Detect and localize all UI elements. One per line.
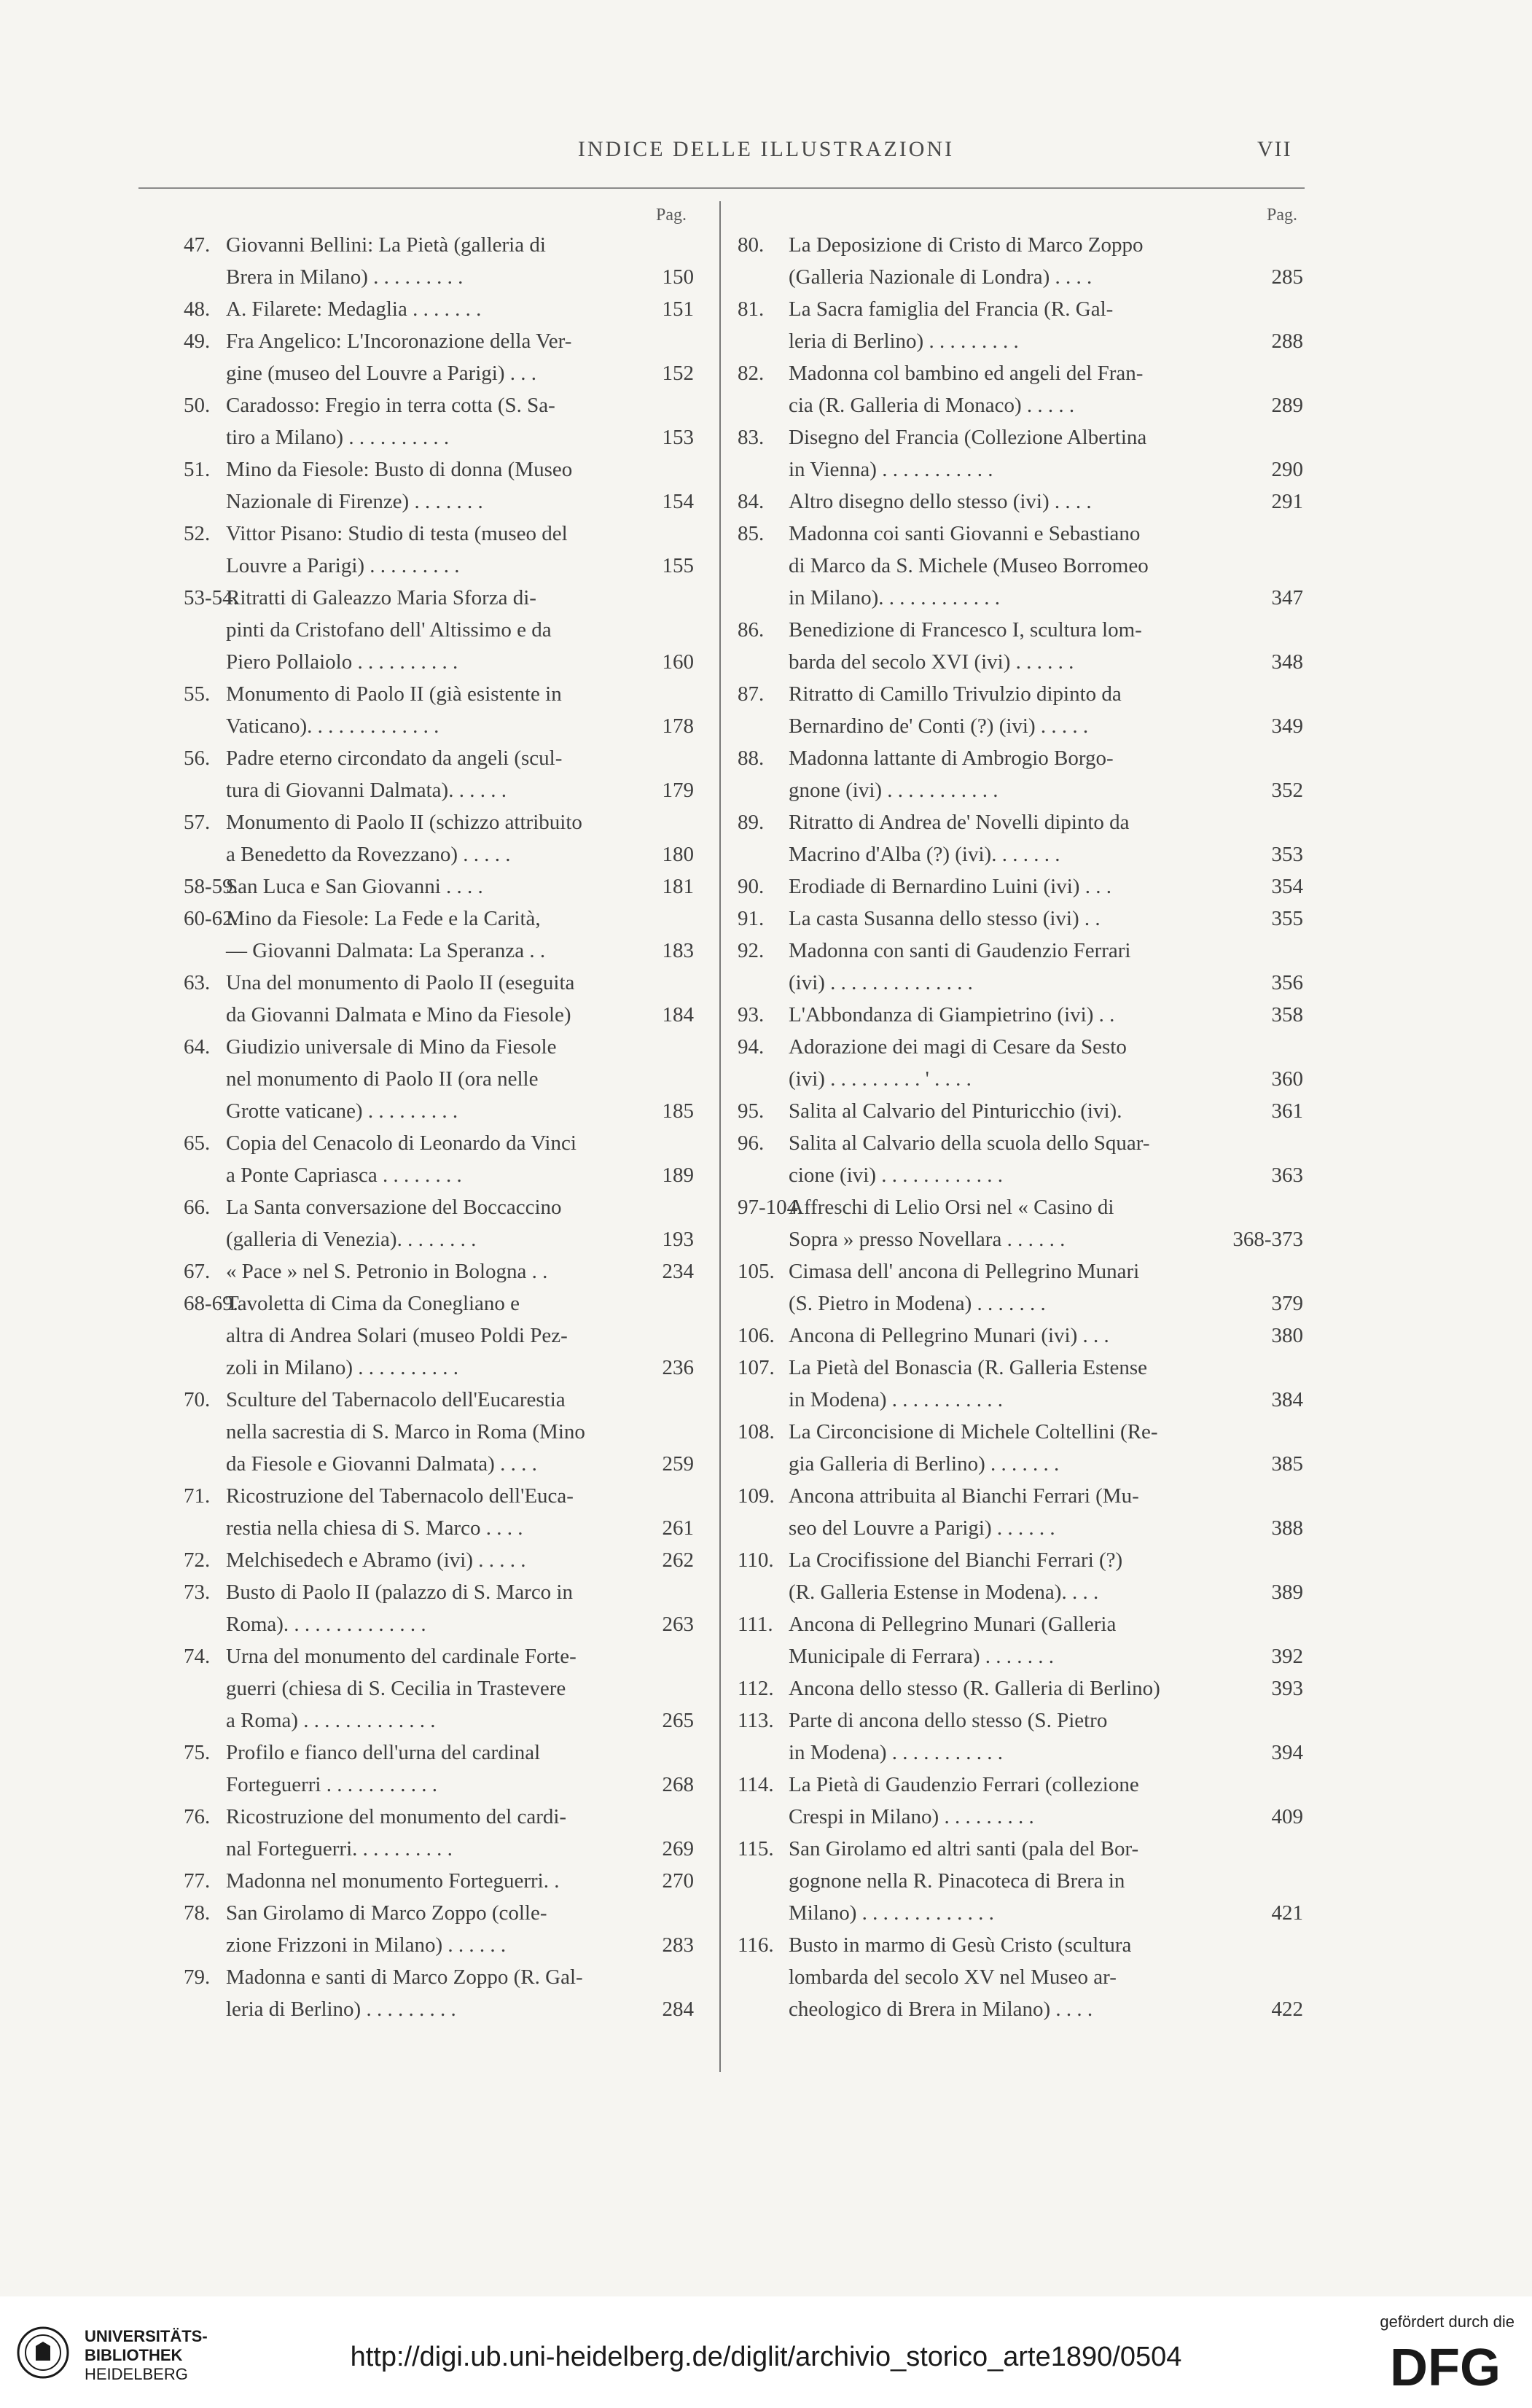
entry-description: Tavoletta di Cima da Conegliano e altra di Andrea Solari (museo Poldi Pez- zoli in Milano) . . . . . . . . . .	[226, 1292, 568, 1379]
index-entry	[738, 1416, 1303, 1480]
entry-number: 52.	[184, 522, 211, 545]
index-entry	[184, 1801, 694, 1865]
entry-description: Ricostruzione del Tabernacolo dell'Euca- restia nella chiesa di S. Marco . . . .	[226, 1484, 574, 1540]
entry-number: 53-54.	[184, 586, 238, 609]
entry-page: 389	[1271, 1581, 1303, 1604]
index-entry	[184, 1287, 694, 1384]
entry-page: 152	[662, 362, 694, 385]
entry-page: 289	[1271, 394, 1303, 417]
entry-page: 236	[662, 1356, 694, 1379]
entry-description: La Sacra famiglia del Francia (R. Gal- leria di Berlino) . . . . . . . . .	[789, 297, 1114, 353]
dfg-logo-text: DFG	[1390, 2340, 1501, 2391]
entry-number: 77.	[184, 1869, 211, 1893]
entry-number: 65.	[184, 1131, 211, 1155]
entry-description: Ancona attribuita al Bianchi Ferrari (Mu- seo del Louvre a Parigi) . . . . . .	[789, 1484, 1139, 1540]
index-entry	[738, 1704, 1303, 1769]
entry-description: Madonna nel monumento Forteguerri. .	[226, 1869, 560, 1893]
index-entry	[738, 486, 1303, 518]
index-entry	[184, 1031, 694, 1127]
entry-description: L'Abbondanza di Giampietrino (ivi) . .	[789, 1003, 1115, 1026]
left-column	[184, 201, 694, 2025]
index-entry	[738, 614, 1303, 678]
entry-number: 112.	[738, 1677, 774, 1700]
index-entry	[184, 325, 694, 389]
entry-page: 153	[662, 426, 694, 449]
entry-description: Parte di ancona dello stesso (S. Pietro in Modena) . . . . . . . . . . .	[789, 1709, 1108, 1764]
entry-number: 60-62.	[184, 907, 238, 930]
entry-description: Ritratto di Camillo Trivulzio dipinto da Bernardino de' Conti (?) (ivi) . . . . .	[789, 682, 1122, 738]
entry-number: 95.	[738, 1099, 765, 1123]
entry-number: 68-69.	[184, 1292, 238, 1315]
entry-page: 393	[1271, 1677, 1303, 1700]
index-entry	[738, 935, 1303, 999]
library-line-3: HEIDELBERG	[85, 2365, 188, 2383]
entry-page: 180	[662, 843, 694, 866]
entry-number: 90.	[738, 875, 765, 898]
running-title: INDICE DELLE ILLUSTRAZIONI	[577, 137, 955, 161]
entry-page: 269	[662, 1837, 694, 1860]
entry-description: Urna del monumento del cardinale Forte- guerri (chiesa di S. Cecilia in Trastevere a Roma) . . . . . . . . . . . . .	[226, 1645, 577, 1732]
entry-page: 384	[1271, 1388, 1303, 1411]
entry-description: Ricostruzione del monumento del cardi- nal Forteguerri. . . . . . . . . .	[226, 1805, 567, 1860]
entry-page: 150	[662, 265, 694, 289]
index-entry	[184, 806, 694, 870]
entry-page: 361	[1271, 1099, 1303, 1123]
entry-description: La casta Susanna dello stesso (ivi) . .	[789, 907, 1101, 930]
entry-number: 55.	[184, 682, 211, 706]
index-entry	[184, 903, 694, 967]
entry-description: La Pietà del Bonascia (R. Galleria Estense in Modena) . . . . . . . . . . .	[789, 1356, 1148, 1411]
entry-number: 86.	[738, 618, 765, 642]
entry-page: 178	[662, 714, 694, 738]
entry-page: 154	[662, 490, 694, 513]
entry-number: 116.	[738, 1933, 774, 1957]
entry-page: 348	[1271, 650, 1303, 674]
entry-page: 288	[1271, 330, 1303, 353]
index-entry	[738, 1352, 1303, 1416]
entry-description: Disegno del Francia (Collezione Albertina in Vienna) . . . . . . . . . . .	[789, 426, 1147, 481]
entry-number: 84.	[738, 490, 765, 513]
entry-page: 385	[1271, 1452, 1303, 1476]
entry-description: La Crocifissione del Bianchi Ferrari (?) (R. Galleria Estense in Modena). . . .	[789, 1548, 1123, 1604]
index-entry	[184, 1865, 694, 1897]
entry-page: 353	[1271, 843, 1303, 866]
entry-description: Padre eterno circondato da angeli (scul- tura di Giovanni Dalmata). . . . . .	[226, 747, 563, 802]
entry-description: Madonna con santi di Gaudenzio Ferrari (ivi) . . . . . . . . . . . . . .	[789, 939, 1131, 994]
entry-number: 85.	[738, 522, 765, 545]
index-entry	[738, 999, 1303, 1031]
entry-description: La Deposizione di Cristo di Marco Zoppo (Galleria Nazionale di Londra) . . . .	[789, 233, 1144, 289]
source-url[interactable]: http://digi.ub.uni-heidelberg.de/diglit/archivio_storico_arte1890/0504	[350, 2342, 1182, 2372]
entry-description: Madonna e santi di Marco Zoppo (R. Gal- leria di Berlino) . . . . . . . . .	[226, 1965, 583, 2021]
entry-page: 151	[662, 297, 694, 321]
index-entry	[738, 903, 1303, 935]
entry-number: 107.	[738, 1356, 775, 1379]
index-entry	[184, 1127, 694, 1191]
entry-description: La Circoncisione di Michele Coltellini (Re- gia Galleria di Berlino) . . . . . . .	[789, 1420, 1158, 1476]
page-number: VII	[1257, 137, 1292, 161]
index-entry	[184, 742, 694, 806]
index-entry	[184, 870, 694, 903]
entry-number: 92.	[738, 939, 765, 962]
column-divider	[719, 201, 721, 2072]
index-entry	[738, 293, 1303, 357]
entry-description: « Pace » nel S. Petronio in Bologna . .	[226, 1260, 548, 1283]
entry-number: 73.	[184, 1581, 211, 1604]
entry-description: Salita al Calvario della scuola dello Squar- cione (ivi) . . . . . . . . . . . .	[789, 1131, 1150, 1187]
entry-description: Una del monumento di Paolo II (eseguita da Giovanni Dalmata e Mino da Fiesole)	[226, 971, 575, 1026]
entry-description: Profilo e fianco dell'urna del cardinal Forteguerri . . . . . . . . . . .	[226, 1741, 541, 1796]
entry-page: 234	[662, 1260, 694, 1283]
entry-description: San Girolamo ed altri santi (pala del Bor- gognone nella R. Pinacoteca di Brera in Milano) . . . . . . . . . . . . .	[789, 1837, 1139, 1925]
entry-page: 358	[1271, 1003, 1303, 1026]
entry-description: Ritratti di Galeazzo Maria Sforza di- pinti da Cristofano dell' Altissimo e da Piero Pollaiolo . . . . . . . . . .	[226, 586, 552, 674]
entry-number: 97-104.	[738, 1196, 803, 1219]
entry-description: Monumento di Paolo II (schizzo attribuito a Benedetto da Rovezzano) . . . . .	[226, 811, 582, 866]
entry-page: 388	[1271, 1516, 1303, 1540]
funder-label: gefördert durch die	[1380, 2312, 1515, 2331]
index-entry	[738, 678, 1303, 742]
entry-page: 368-373	[1232, 1228, 1303, 1251]
index-entry	[738, 742, 1303, 806]
entry-page: 285	[1271, 265, 1303, 289]
entry-number: 80.	[738, 233, 765, 257]
index-entry	[738, 870, 1303, 903]
index-entry	[738, 1480, 1303, 1544]
page-column-heading: Pag.	[656, 206, 687, 225]
entry-number: 113.	[738, 1709, 774, 1732]
index-entry	[184, 1640, 694, 1737]
entry-number: 106.	[738, 1324, 775, 1347]
entry-number: 72.	[184, 1548, 211, 1572]
entry-page: 265	[662, 1709, 694, 1732]
index-entry	[738, 1031, 1303, 1095]
entry-description: Cimasa dell' ancona di Pellegrino Munari (S. Pietro in Modena) . . . . . . .	[789, 1260, 1140, 1315]
entry-description: Salita al Calvario del Pinturicchio (ivi).	[789, 1099, 1122, 1123]
entry-description: Fra Angelico: L'Incoronazione della Ver- gine (museo del Louvre a Parigi) . . .	[226, 330, 572, 385]
entry-number: 108.	[738, 1420, 775, 1443]
entry-number: 105.	[738, 1260, 775, 1283]
entry-number: 81.	[738, 297, 765, 321]
entry-page: 360	[1271, 1067, 1303, 1091]
index-entry	[184, 1961, 694, 2025]
entry-number: 47.	[184, 233, 211, 257]
index-entry	[738, 1255, 1303, 1320]
entry-page: 270	[662, 1869, 694, 1893]
entry-page: 181	[662, 875, 694, 898]
entry-page: 189	[662, 1164, 694, 1187]
entry-page: 352	[1271, 779, 1303, 802]
index-entry	[738, 1672, 1303, 1704]
footer-bar	[0, 2296, 1532, 2408]
entry-page: 263	[662, 1613, 694, 1636]
entry-number: 49.	[184, 330, 211, 353]
entry-description: Giovanni Bellini: La Pietà (galleria di Brera in Milano) . . . . . . . . .	[226, 233, 546, 289]
index-entry	[738, 1095, 1303, 1127]
entry-number: 93.	[738, 1003, 765, 1026]
entry-description: Mino da Fiesole: La Fede e la Carità, — Giovanni Dalmata: La Speranza . .	[226, 907, 546, 962]
entry-page: 262	[662, 1548, 694, 1572]
entry-number: 78.	[184, 1901, 211, 1925]
entry-description: Busto in marmo di Gesù Cristo (scultura lombarda del secolo XV nel Museo ar- cheologico di Brera in Milano) . . . .	[789, 1933, 1132, 2021]
entry-number: 94.	[738, 1035, 765, 1059]
index-entry	[184, 518, 694, 582]
entry-number: 57.	[184, 811, 211, 834]
entry-description: Adorazione dei magi di Cesare da Sesto (ivi) . . . . . . . . . ' . . . .	[789, 1035, 1127, 1091]
index-entry	[738, 1320, 1303, 1352]
entry-number: 88.	[738, 747, 765, 770]
entry-description: Madonna lattante di Ambrogio Borgo- gnone (ivi) . . . . . . . . . . .	[789, 747, 1114, 802]
entry-number: 110.	[738, 1548, 774, 1572]
entry-page: 290	[1271, 458, 1303, 481]
entry-number: 89.	[738, 811, 765, 834]
index-entry	[738, 357, 1303, 421]
entry-number: 71.	[184, 1484, 211, 1508]
entry-description: Vittor Pisano: Studio di testa (museo del Louvre a Parigi) . . . . . . . . .	[226, 522, 568, 577]
index-entry	[184, 1191, 694, 1255]
entry-page: 355	[1271, 907, 1303, 930]
entry-description: La Pietà di Gaudenzio Ferrari (collezione Crespi in Milano) . . . . . . . . .	[789, 1773, 1139, 1828]
entry-page: 356	[1271, 971, 1303, 994]
entry-page: 392	[1271, 1645, 1303, 1668]
entry-description: A. Filarete: Medaglia . . . . . . .	[226, 297, 482, 321]
index-entry	[184, 453, 694, 518]
entry-page: 283	[662, 1933, 694, 1957]
index-entry	[184, 1255, 694, 1287]
entry-number: 76.	[184, 1805, 211, 1828]
index-entry	[184, 967, 694, 1031]
index-entry	[738, 1191, 1303, 1255]
entry-number: 82.	[738, 362, 765, 385]
entry-page: 179	[662, 779, 694, 802]
entry-number: 51.	[184, 458, 211, 481]
entry-description: Madonna coi santi Giovanni e Sebastiano di Marco da S. Michele (Museo Borromeo in Milano). . . . . . . . . . . .	[789, 522, 1149, 609]
index-entry	[184, 293, 694, 325]
entry-number: 115.	[738, 1837, 774, 1860]
entry-page: 347	[1271, 586, 1303, 609]
entry-number: 58-59.	[184, 875, 238, 898]
entry-page: 379	[1271, 1292, 1303, 1315]
entry-number: 109.	[738, 1484, 775, 1508]
entry-number: 96.	[738, 1131, 765, 1155]
header-rule	[138, 187, 1305, 189]
entry-page: 284	[662, 1998, 694, 2021]
entry-description: Affreschi di Lelio Orsi nel « Casino di Sopra » presso Novellara . . . . . .	[789, 1196, 1114, 1251]
entry-number: 111.	[738, 1613, 773, 1636]
entry-page: 291	[1271, 490, 1303, 513]
entry-description: Caradosso: Fregio in terra cotta (S. Sa- tiro a Milano) . . . . . . . . . .	[226, 394, 555, 449]
entry-number: 74.	[184, 1645, 211, 1668]
entry-description: Ancona di Pellegrino Munari (ivi) . . .	[789, 1324, 1109, 1347]
index-entry	[184, 1737, 694, 1801]
entry-page: 409	[1271, 1805, 1303, 1828]
entry-description: Busto di Paolo II (palazzo di S. Marco in Roma). . . . . . . . . . . . . .	[226, 1581, 573, 1636]
entry-description: Erodiade di Bernardino Luini (ivi) . . .	[789, 875, 1111, 898]
entry-page: 354	[1271, 875, 1303, 898]
entry-page: 155	[662, 554, 694, 577]
index-entry	[738, 1608, 1303, 1672]
entry-number: 83.	[738, 426, 765, 449]
index-entry	[184, 1897, 694, 1961]
index-entry	[738, 1544, 1303, 1608]
entry-page: 380	[1271, 1324, 1303, 1347]
index-entry	[184, 1384, 694, 1480]
entry-page: 193	[662, 1228, 694, 1251]
entry-number: 64.	[184, 1035, 211, 1059]
entry-description: Monumento di Paolo II (già esistente in Vaticano). . . . . . . . . . . . .	[226, 682, 562, 738]
index-entry	[738, 518, 1303, 614]
index-entry	[184, 678, 694, 742]
entry-number: 50.	[184, 394, 211, 417]
entry-page: 268	[662, 1773, 694, 1796]
entry-page: 183	[662, 939, 694, 962]
index-entry	[184, 229, 694, 293]
entry-number: 75.	[184, 1741, 211, 1764]
entry-description: San Luca e San Giovanni . . . .	[226, 875, 483, 898]
entry-description: Ancona di Pellegrino Munari (Galleria Municipale di Ferrara) . . . . . . .	[789, 1613, 1117, 1668]
entry-description: San Girolamo di Marco Zoppo (colle- zione Frizzoni in Milano) . . . . . .	[226, 1901, 547, 1957]
entry-description: Madonna col bambino ed angeli del Fran- cia (R. Galleria di Monaco) . . . . .	[789, 362, 1144, 417]
index-entry	[738, 1769, 1303, 1833]
entry-number: 67.	[184, 1260, 211, 1283]
dfg-logo-icon	[1376, 2340, 1515, 2391]
entry-number: 70.	[184, 1388, 211, 1411]
entry-description: Copia del Cenacolo di Leonardo da Vinci a Ponte Capriasca . . . . . . . .	[226, 1131, 577, 1187]
index-entry	[738, 1929, 1303, 2025]
entry-number: 79.	[184, 1965, 211, 1989]
index-entry	[738, 1127, 1303, 1191]
index-entry	[738, 229, 1303, 293]
entry-description: La Santa conversazione del Boccaccino (galleria di Venezia). . . . . . . .	[226, 1196, 562, 1251]
right-column	[738, 201, 1303, 2025]
index-entry	[738, 421, 1303, 486]
entry-page: 259	[662, 1452, 694, 1476]
index-entry	[184, 1544, 694, 1576]
entry-description: Sculture del Tabernacolo dell'Eucarestia nella sacrestia di S. Marco in Roma (Mino da Fiesole e Giovanni Dalmata) . . . .	[226, 1388, 585, 1476]
entry-number: 87.	[738, 682, 765, 706]
index-entry	[184, 582, 694, 678]
index-entry	[184, 1576, 694, 1640]
page-column-heading: Pag.	[1267, 206, 1297, 225]
entry-number: 91.	[738, 907, 765, 930]
entry-page: 422	[1271, 1998, 1303, 2021]
entry-number: 56.	[184, 747, 211, 770]
entry-number: 66.	[184, 1196, 211, 1219]
entry-description: Ritratto di Andrea de' Novelli dipinto da Macrino d'Alba (?) (ivi). . . . . . .	[789, 811, 1130, 866]
entry-page: 261	[662, 1516, 694, 1540]
entry-page: 160	[662, 650, 694, 674]
entry-description: Altro disegno dello stesso (ivi) . . . .	[789, 490, 1092, 513]
entry-number: 114.	[738, 1773, 774, 1796]
entry-page: 349	[1271, 714, 1303, 738]
entry-page: 421	[1271, 1901, 1303, 1925]
index-entry	[184, 389, 694, 453]
entry-description: Benedizione di Francesco I, scultura lom- barda del secolo XVI (ivi) . . . . . .	[789, 618, 1142, 674]
entry-page: 363	[1271, 1164, 1303, 1187]
library-line-2: BIBLIOTHEK	[85, 2346, 183, 2364]
entry-description: Melchisedech e Abramo (ivi) . . . . .	[226, 1548, 526, 1572]
entry-description: Mino da Fiesole: Busto di donna (Museo Nazionale di Firenze) . . . . . . .	[226, 458, 573, 513]
entry-number: 48.	[184, 297, 211, 321]
index-entry	[738, 1833, 1303, 1929]
index-entry	[184, 1480, 694, 1544]
entry-description: Giudizio universale di Mino da Fiesole nel monumento di Paolo II (ora nelle Grotte vaticane) . . . . . . . . .	[226, 1035, 557, 1123]
entry-number: 63.	[184, 971, 211, 994]
entry-description: Ancona dello stesso (R. Galleria di Berlino)	[789, 1677, 1160, 1700]
library-line-1: UNIVERSITÄTS-	[85, 2327, 208, 2345]
entry-page: 184	[662, 1003, 694, 1026]
entry-page: 394	[1271, 1741, 1303, 1764]
entry-page: 185	[662, 1099, 694, 1123]
index-entry	[738, 806, 1303, 870]
